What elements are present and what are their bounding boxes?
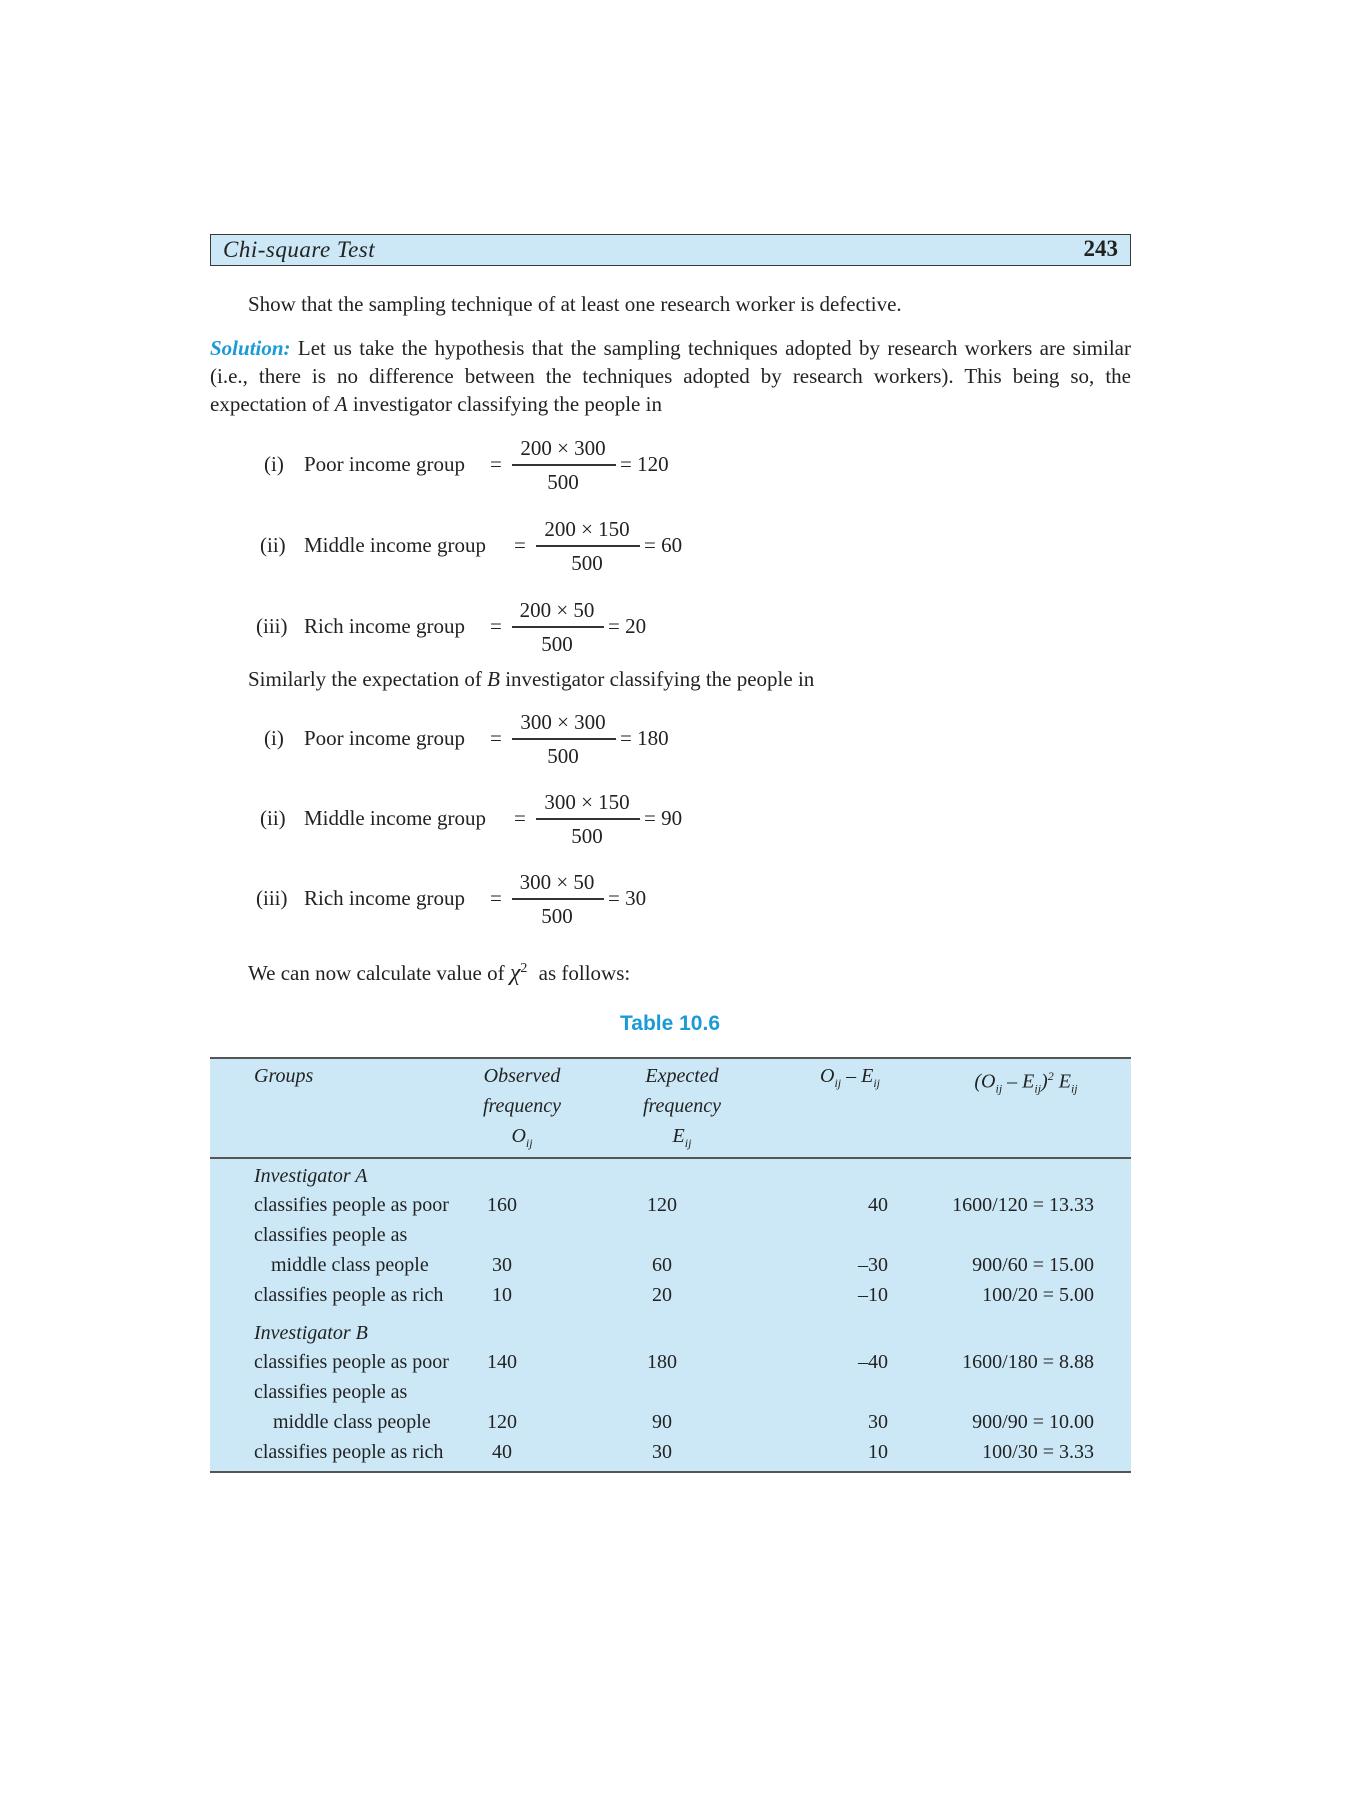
row-result: 1600/120 = 13.33 (952, 1194, 1094, 1216)
sq-paren: ) (1041, 1070, 1048, 1093)
row-result: 1600/180 = 8.88 (962, 1351, 1094, 1373)
eq-denominator: 500 (547, 744, 579, 768)
page-number: 243 (1083, 236, 1118, 261)
calc-text-2: as follows: (533, 961, 631, 985)
eq-numerator: 300 × 150 (544, 790, 630, 814)
header-observed-line2: frequency (482, 1095, 562, 1117)
table-caption: Table 10.6 (620, 1012, 720, 1035)
row-expected: 30 (652, 1441, 672, 1463)
similarly-text-1: Similarly the expectation of (248, 667, 488, 691)
row-label: classifies people as poor (254, 1351, 449, 1373)
row-label-2: middle class people (273, 1411, 431, 1433)
sq-sub-3: ij (1070, 1081, 1078, 1096)
eq-denominator: 500 (541, 904, 573, 928)
eq-roman: (ii) (260, 806, 286, 830)
diff-sub-1: ij (834, 1076, 842, 1090)
chi-symbol: χ (509, 960, 521, 986)
solution-var: A (334, 392, 348, 416)
header-expected (602, 1061, 762, 1158)
solution-label: Solution: (210, 336, 291, 360)
row-diff: 10 (868, 1441, 888, 1463)
investigator-b-label: Investigator B (254, 1322, 368, 1344)
fraction-bar (512, 464, 616, 466)
solution-paragraph (210, 334, 1131, 418)
eq-label: Middle income group (304, 533, 486, 557)
row-result: 900/90 = 10.00 (972, 1411, 1094, 1433)
similarly-text-2: investigator classifying the people in (499, 667, 815, 691)
row-label: classifies people as poor (254, 1194, 449, 1216)
fraction-bar (512, 738, 616, 740)
header-divider (210, 1157, 1131, 1159)
row-diff: 40 (868, 1194, 888, 1216)
row-expected: 20 (652, 1284, 672, 1306)
chapter-title: Chi-square Test (223, 237, 376, 262)
header-expected-symbol (602, 1121, 762, 1158)
solution-text-2: investigator classifying the people in (347, 392, 662, 416)
fraction-bar (536, 818, 640, 820)
row-label-2: middle class people (271, 1254, 429, 1276)
eq-roman: (ii) (260, 533, 286, 557)
row-diff: –10 (858, 1284, 888, 1306)
row-diff: –40 (858, 1351, 888, 1373)
eq-numerator: 200 × 150 (544, 517, 630, 541)
solution-text-1: Let us take the hypothesis that the sampling techniques adopted by research workers are similar (i.e., there is no difference between the techniques adopted by research workers). This being so, the expectation of (210, 336, 1131, 416)
row-diff: 30 (868, 1411, 888, 1433)
sq-e2: E (1053, 1070, 1071, 1093)
eq-numerator: 200 × 50 (519, 598, 595, 622)
calc-text-1: We can now calculate value of (248, 961, 510, 985)
eq-denominator: 500 (571, 824, 603, 848)
header-expected-line2: frequency (642, 1095, 722, 1117)
diff-e: – E (841, 1065, 874, 1087)
fraction-bar (512, 898, 604, 900)
running-header (210, 234, 1131, 266)
eq-roman: (i) (264, 452, 284, 476)
header-diff (780, 1061, 920, 1098)
expected-e: E (672, 1125, 685, 1147)
row-label: classifies people as (254, 1381, 408, 1403)
eq-label: Rich income group (304, 614, 465, 638)
row-observed: 120 (487, 1411, 517, 1433)
eq-sign: = (514, 533, 526, 557)
row-result: 100/30 = 3.33 (982, 1441, 1094, 1463)
eq-label: Middle income group (304, 806, 486, 830)
eq-result: = 120 (620, 452, 669, 476)
row-result: 100/20 = 5.00 (982, 1284, 1094, 1306)
row-label: classifies people as rich (254, 1441, 444, 1463)
eq-roman: (iii) (256, 614, 288, 638)
sq-exp: 2 (1047, 1069, 1054, 1083)
eq-numerator: 300 × 50 (519, 870, 595, 894)
row-observed: 30 (492, 1254, 512, 1276)
row-expected: 120 (647, 1194, 677, 1216)
header-observed-symbol (442, 1121, 602, 1158)
eq-sign: = (490, 614, 502, 638)
eq-label: Rich income group (304, 886, 465, 910)
eq-denominator: 500 (571, 551, 603, 575)
row-observed: 160 (487, 1194, 517, 1216)
sq-sub-1: ij (995, 1081, 1003, 1096)
observed-sub: ij (525, 1136, 533, 1150)
eq-numerator: 200 × 300 (520, 436, 606, 460)
eq-sign: = (490, 726, 502, 750)
eq-sign: = (490, 452, 502, 476)
diff-sub-2: ij (873, 1076, 880, 1090)
sq-sub-2: ij (1034, 1081, 1042, 1096)
investigator-a-label: Investigator A (254, 1165, 368, 1187)
calc-line (248, 955, 630, 987)
eq-result: = 60 (644, 533, 683, 557)
similarly-line (248, 665, 814, 693)
eq-sign: = (490, 886, 502, 910)
eq-sign: = (514, 806, 526, 830)
fraction-bar (512, 626, 604, 628)
row-result: 900/60 = 15.00 (972, 1254, 1094, 1276)
row-observed: 40 (492, 1441, 512, 1463)
fraction-bar (536, 545, 640, 547)
intro-line: Show that the sampling technique of at least one research worker is defective. (248, 292, 902, 316)
eq-numerator: 300 × 300 (520, 710, 606, 734)
row-observed: 10 (492, 1284, 512, 1306)
eq-result: = 30 (608, 886, 647, 910)
header-squared (936, 1061, 1116, 1104)
eq-denominator: 500 (547, 470, 579, 494)
row-label: classifies people as (254, 1224, 408, 1246)
header-groups: Groups (254, 1065, 314, 1087)
header-observed-line1: Observed (483, 1065, 561, 1087)
header-expected-line1: Expected (645, 1065, 719, 1087)
row-expected: 90 (652, 1411, 672, 1433)
sq-e: – E (1002, 1070, 1035, 1093)
row-observed: 140 (487, 1351, 517, 1373)
expected-sub: ij (684, 1136, 692, 1150)
eq-label: Poor income group (304, 726, 465, 750)
eq-result: = 90 (644, 806, 683, 830)
eq-result: = 180 (620, 726, 669, 750)
eq-label: Poor income group (304, 452, 465, 476)
row-expected: 60 (652, 1254, 672, 1276)
chi-superscript: 2 (520, 961, 528, 976)
header-observed (442, 1061, 602, 1158)
eq-result: = 20 (608, 614, 647, 638)
similarly-var: B (487, 667, 500, 691)
eq-roman: (i) (264, 726, 284, 750)
chi-square-table (210, 1057, 1131, 1473)
row-diff: –30 (858, 1254, 888, 1276)
row-label: classifies people as rich (254, 1284, 444, 1306)
sq-o: (O (974, 1070, 996, 1093)
observed-o: O (511, 1125, 526, 1147)
eq-roman: (iii) (256, 886, 288, 910)
diff-o: O (819, 1065, 835, 1087)
eq-denominator: 500 (541, 632, 573, 656)
row-expected: 180 (647, 1351, 677, 1373)
